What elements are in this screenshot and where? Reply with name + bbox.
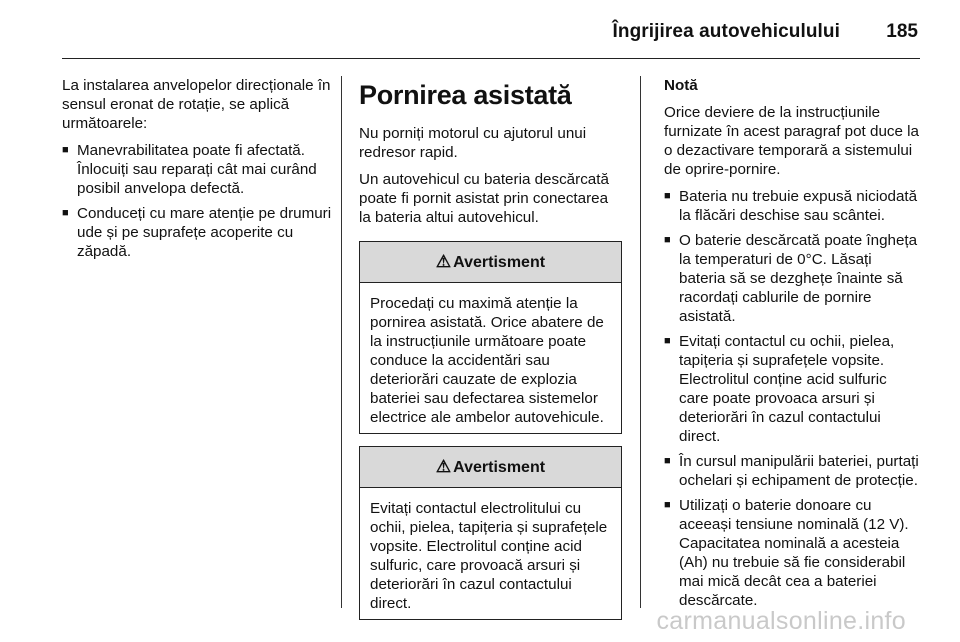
paragraph: Nu porniți motorul cu ajutorul unui redresor rapid. (359, 125, 587, 161)
column-divider-left (341, 76, 342, 608)
middle-column (359, 76, 622, 620)
list-item: ■ În cursul manipulării bateriei, purtați ochelari și echipament de protecție. (664, 452, 920, 490)
page-title: Îngrijirea autovehiculului (612, 21, 840, 42)
page-number: 185 (886, 21, 918, 42)
intro-paragraph: La instalarea anvelopelor direcționale în sensul eronat de rotație, se aplică următoarele: (62, 77, 331, 132)
page-header (62, 0, 920, 59)
list-item: ■ Evitați contactul cu ochii, pielea, tapițeria și suprafețele vopsite. Electrolitul conține acid sulfuric care poate provoaca arsuri și deteriorări în cazul contactului direct. (664, 332, 920, 446)
right-column (664, 76, 920, 616)
list-item: ■ Conduceți cu mare atenție pe drumuri ude și pe suprafețe acoperite cu zăpadă. (62, 204, 332, 261)
list-item: ■ Bateria nu trebuie expusă niciodată la flăcări deschise sau scântei. (664, 187, 920, 225)
column-divider-right (640, 76, 641, 608)
warning-icon: ⚠ (435, 457, 452, 476)
section-heading: Pornirea asistată (359, 80, 572, 110)
watermark: carmanualsonline.info (656, 607, 906, 635)
warning-box (359, 241, 622, 434)
list-item: ■ Utilizați o baterie donoare cu aceeași tensiune nominală (12 V). Capacitatea nominală a acesteia (Ah) nu trebuie să fie considerabil mai mică decât cea a bateriei descărcate. (664, 496, 920, 610)
left-column (62, 76, 332, 267)
warning-text: Evitați contactul electrolitului cu ochii, pielea, tapițeria și suprafețele vopsite. Electrolitul conține acid sulfuric, care provoacă arsuri și deteriorări în cazul contactului direct. (370, 500, 608, 612)
list-item: ■ Manevrabilitatea poate fi afectată. Înlocuiți sau reparați cât mai curând posibil anvelopa defectă. (62, 141, 332, 198)
list-item: ■ O baterie descărcată poate îngheța la temperaturi de 0°C. Lăsați bateria să se dezghețe înainte să racordați cablurile de pornire asistată. (664, 231, 920, 326)
warning-title: Avertisment (453, 459, 546, 476)
warning-box (359, 446, 622, 620)
right-bullet-list (664, 187, 920, 610)
warning-header (360, 447, 621, 488)
paragraph: Un autovehicul cu bateria descărcată poate fi pornit asistat prin conectarea la bateria altui autovehicul. (359, 171, 609, 226)
left-bullet-list (62, 141, 332, 261)
warning-title: Avertisment (453, 254, 546, 271)
warning-icon: ⚠ (435, 252, 452, 271)
note-text: Orice deviere de la instrucțiunile furnizate în acest paragraf pot duce la o dezactivare temporară a sistemului de oprire-pornire. (664, 104, 919, 178)
warning-text: Procedați cu maximă atenție la pornirea asistată. Orice abatere de la instrucțiunile următoare poate conduce la accidentări sau deteriorări cauzate de explozia bateriei sau defectarea sistemelor electrice ale ambelor autovehicule. (370, 295, 604, 426)
note-title: Notă (664, 77, 698, 94)
warning-header (360, 242, 621, 283)
